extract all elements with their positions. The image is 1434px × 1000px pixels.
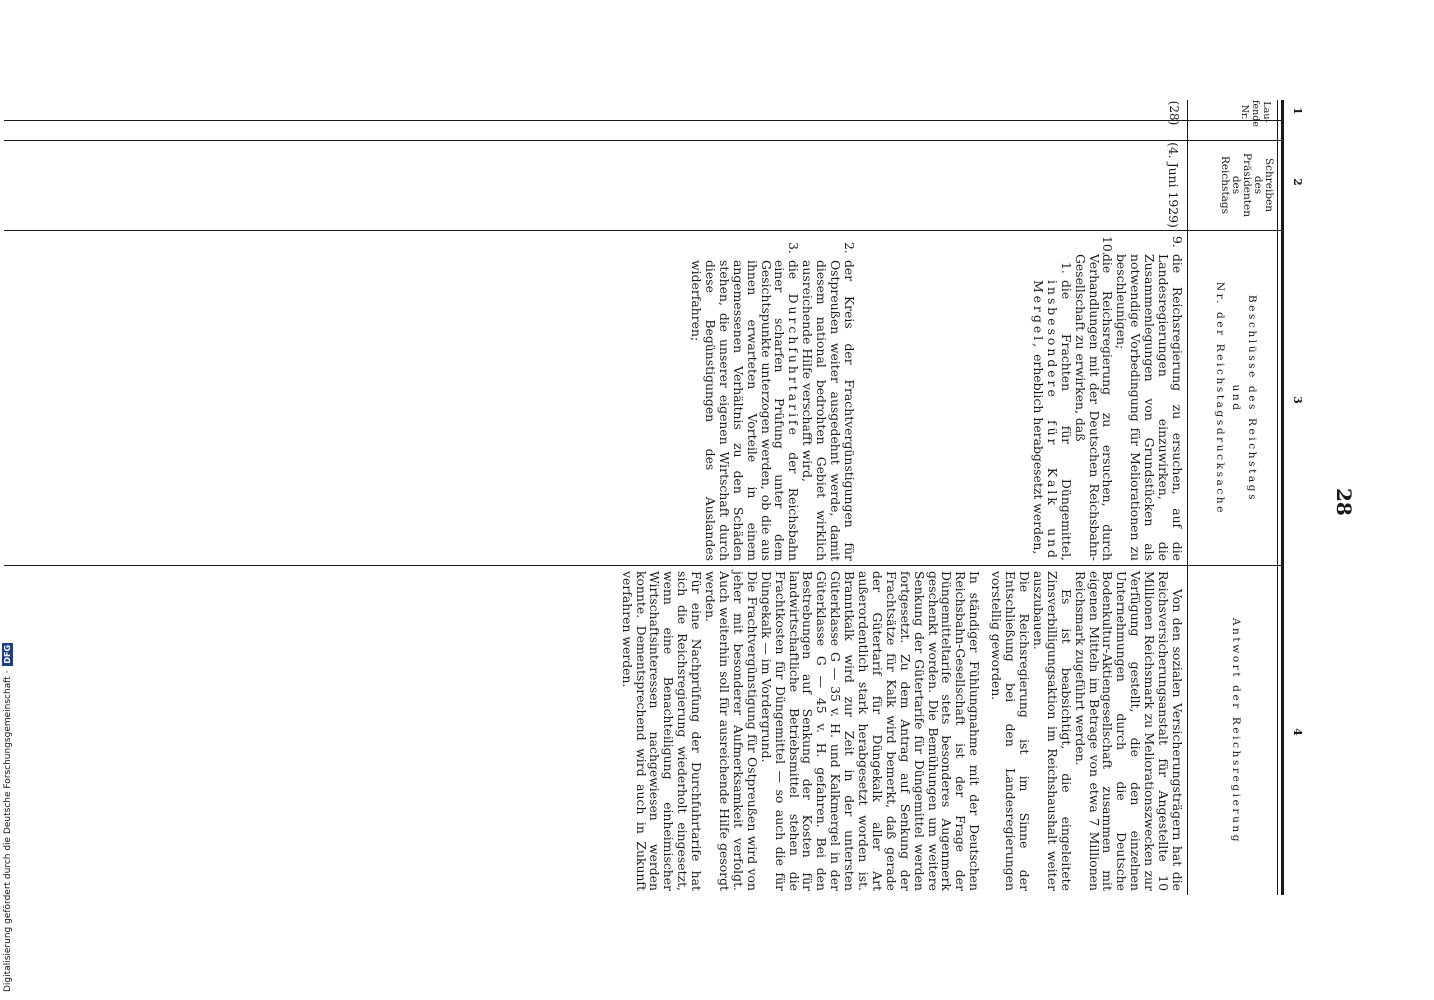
answer-paragraph-1: Von den sozialen Versicherungsträgern hat die Reichsversicherungsanstalt für Angestellte 10 Millionen Reichsmark zu Meliorationszwecken zur Verfügung gestellt, die den einzelnen Unternehmungen durch die Deutsche Bodenkultur-Aktiengesellschaft zusammen mit eigenen Mitteln im Betrage von etwa 7 Millionen Reichsmark zugeführt werden. xyxy=(1072,571,1185,891)
answer-paragraph-3: Die Reichsregierung ist im Sinne der Entschließung bei den Landesregierungen vorstellig geworden. xyxy=(989,571,1033,891)
entry-number: (28) xyxy=(1167,100,1181,126)
column-number-2: 2 xyxy=(1291,178,1304,186)
column-number-1: 1 xyxy=(1291,107,1304,115)
resolution-item-10: 10. die Reichsregierung zu ersuchen, durch Verhandlungen mit der Deutschen Reichsbahn-Gesellschaft zu erwirken, daß xyxy=(1072,236,1116,561)
entry-date: (4. Juni 1929) xyxy=(1166,142,1181,228)
resolution-sub-2: 2. der Kreis der Frachtvergünstigungen für Ostpreußen weiter ausgedehnt werde, damit diesem national bedrohten Gebiet wirklich ausreichende Hilfe verschafft wird, xyxy=(800,242,857,561)
resolution-item-9: 9. die Reichsregierung zu ersuchen, auf die Landesregierungen einzuwirken, die Zusammenlegungen von Grundstücken als notwendige Vorbedingung für Meliorationen zu beschleunigen; xyxy=(1114,236,1185,561)
resolution-sub-1: 1. die Frachten für Düngemittel, insbesondere für Kalk und Mergel, erheblich herabgesetzt werden, xyxy=(1030,262,1074,561)
answer-paragraph-4: In ständiger Fühlungnahme mit der Deutschen Reichsbahn-Gesellschaft ist der Frage der Düngemitteltarife stets besonderes Augenmerk geschenkt worden. Die Bemühungen um weitere Senkung der Gütertarife für Düngemittel werden fortgesetzt. Zu dem Antrag auf Senkung der Frachtsätze für Kalk wird bemerkt, daß gerade der Gütertarif für Düngekalk aller Art außerordentlich stark herabgesetzt worden ist. Branntkalk wird zur Zeit in der untersten Güterklasse G — 35 v. H. und Kalkmergel in der Güterklasse G — 45 v. H. gefahren. Bei den Bestrebungen auf Senkung der Kosten für landwirtschaftliche Betriebsmittel stehen die Frachtkosten für Düngemittel — so auch die für Düngekalk — im Vordergrund. xyxy=(758,571,983,891)
resolutions-text-lower xyxy=(689,236,856,561)
column-number-4: 4 xyxy=(1291,728,1304,736)
column-rule-4 xyxy=(4,565,1284,566)
column-number-3: 3 xyxy=(1291,396,1304,404)
header-divider xyxy=(1187,100,1188,895)
col4-header: Antwort der Reichsregierung xyxy=(1230,617,1242,845)
digitization-credit: Digitalisierung gefördert durch die Deutsche Forschungsgemeinschaft · DFG xyxy=(0,0,16,1000)
page-number: 28 xyxy=(1332,488,1356,516)
column-rule-1 xyxy=(4,120,1284,121)
col2-header: Schreiben des Präsidenten des Reichstags xyxy=(1219,153,1275,217)
top-rule-thick xyxy=(1281,100,1284,895)
rotated-document-page: 28 1 2 3 4 Lau- fende Nr. Schreiben des Präsidenten des Reichstags Beschlüsse des Reichstags und Nr. der Reichstagsdrucksache Antwort der Reichsregierung (28) (4. Juni 1929) 9. die Reichsregierung zu ersuchen, auf die Landesregierungen einzuwirken, die Zusammenlegungen von Grundstücken als notwendige Vorbedingung für Meliorationen zu beschleunigen; 10. die Reichsregierung zu ersuchen, durch Verhandlungen mit der Deutschen Reichsbahn-Gesellschaft zu erwirken, daß 1. die Frachten für Düngemittel, insbesondere für Kalk und Mergel, erheblich herabgesetzt werden, 2. der Kreis der Frachtvergünstigungen für Ostpreußen weiter ausgedehnt werde, damit diesem national bedrohten Gebiet wirklich ausreichende Hilfe verschafft wird, 3. die Durchfuhrtarife der Reichsbahn einer scharfen Prüfung unter dem Gesichtspunkte unterzogen werden, ob die aus ihnen erwarteten Vorteile in einem angemessenen Verhältnis zu den Schäden stehen, die unserer eigenen Wirtschaft durch diese Begünstigungen des Auslandes widerfahren; Von den sozialen Versicherungsträgern hat die Reichsversicherungsanstalt für Angestellte 10 Millionen Reichsmark zu Meliorationszwecken zur Verfügung gestellt, die den einzelnen Unternehmungen durch die Deutsche Bodenkultur-Aktiengesellschaft zusammen mit eigenen Mitteln im Betrage von etwa 7 Millionen Reichsmark zugeführt werden. Es ist beabsichtigt, die eingeleitete Zinsverbilligungsaktion im Reichshaushalt weiter auszubauen. Die Reichsregierung ist im Sinne der Entschließung bei den Landesregierungen vorstellig geworden. In ständiger Fühlungnahme mit der Deutschen Reichsbahn-Gesellschaft ist der Frage der Düngemitteltarife stets besonderes Augenmerk geschenkt worden. Die Bemühungen um weitere Senkung der Gütertarife für Düngemittel werden fortgesetzt. Zu dem Antrag auf Senkung der Frachtsätze für Kalk wird bemerkt, daß gerade der Gütertarif für Düngekalk aller Art außerordentlich stark herabgesetzt worden ist. Branntkalk wird zur Zeit in der untersten Güterklasse G — 35 v. H. und Kalkmergel in der Güterklasse G — 45 v. H. gefahren. Bei den Bestrebungen auf Senkung der Kosten für landwirtschaftliche Betriebsmittel stehen die Frachtkosten für Düngemittel — so auch die für Düngekalk — im Vordergrund. Die Frachtvergünstigung für Ostpreußen wird von jeher mit besonderer Aufmerksamkeit verfolgt. Auch weiterhin soll für ausreichende Hilfe gesorgt werden. Für eine Nachprüfung der Durchfuhrtarife hat sich die Reichsregierung wiederholt eingesetzt, wenn eine Benachteiligung einheimischer Wirtschaftsinteressen nachgewiesen werden konnte. Dementsprechend wird auch in Zukunft verfahren werden. xyxy=(0,0,1434,1000)
column-rule-3 xyxy=(4,230,1284,231)
resolutions-text xyxy=(1031,236,1184,561)
answer-paragraph-2: Es ist beabsichtigt, die eingeleitete Zinsverbilligungsaktion im Reichshaushalt weiter auszubauen. xyxy=(1030,571,1074,891)
column-rule-2 xyxy=(4,140,1284,141)
col1-header: Lau- fende Nr. xyxy=(1239,100,1272,127)
dfg-logo: DFG xyxy=(3,644,12,664)
answer-paragraph-6: Für eine Nachprüfung der Durchfuhrtarife hat sich die Reichsregierung wiederholt eingesetzt, wenn eine Benachteiligung einheimischer Wirtschaftsinteressen nachgewiesen werden konnte. Dementsprechend wird auch in Zukunft verfahren werden. xyxy=(619,571,705,891)
top-rule-thin xyxy=(1277,100,1278,895)
credit-text: Digitalisierung gefördert durch die Deutsche Forschungsgemeinschaft xyxy=(3,676,13,992)
government-answer-text xyxy=(620,571,1184,891)
answer-paragraph-5: Die Frachtvergünstigung für Ostpreußen wird von jeher mit besonderer Aufmerksamkeit verfolgt. Auch weiterhin soll für ausreichende Hilfe gesorgt werden. xyxy=(703,571,760,891)
resolution-sub-3: 3. die Durchfuhrtarife der Reichsbahn einer scharfen Prüfung unter dem Gesichtspunkte unterzogen werden, ob die aus ihnen erwarteten Vorteile in einem angemessenen Verhältnis zu den Schäden stehen, die unserer eigenen Wirtschaft durch diese Begünstigungen des Auslandes widerfahren; xyxy=(689,242,802,561)
